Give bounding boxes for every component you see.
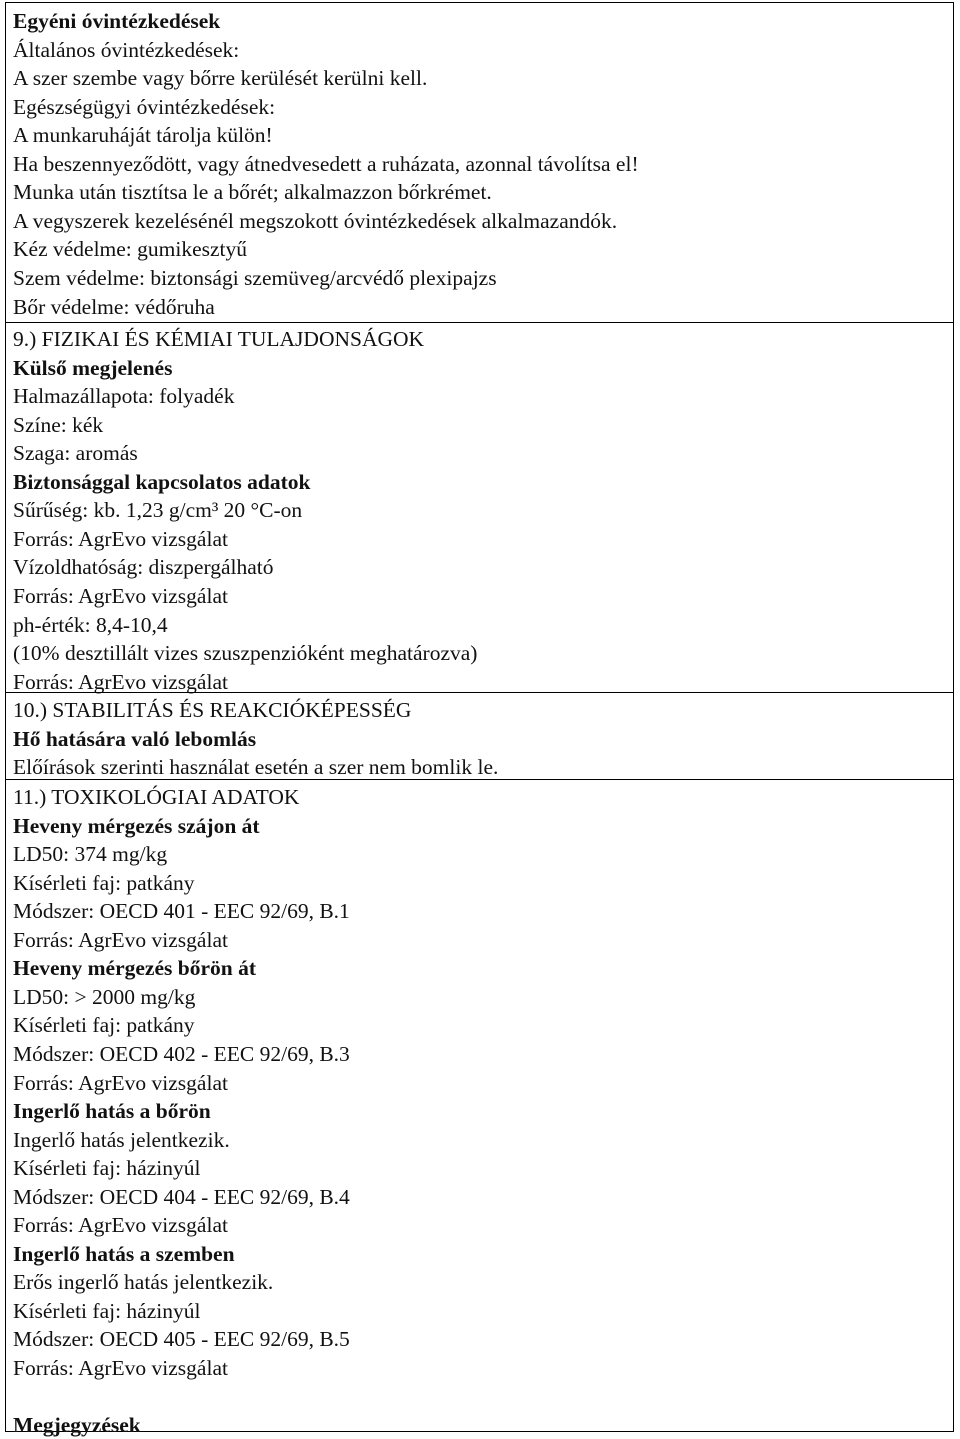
text-line: LD50: > 2000 mg/kg <box>13 984 196 1009</box>
text-line: Forrás: AgrEvo vizsgálat <box>13 1070 228 1095</box>
section-heading: Heveny mérgezés bőrön át <box>13 956 256 981</box>
text-line: Színe: kék <box>13 412 104 437</box>
section-heading: Megjegyzések <box>13 1413 141 1438</box>
text-line: A vegyszerek kezelésénél megszokott óvintézkedések alkalmazandók. <box>13 208 618 233</box>
text-line: LD50: 374 mg/kg <box>13 842 168 867</box>
text-line: Forrás: AgrEvo vizsgálat <box>13 526 228 551</box>
text-line: Vízoldhatóság: diszpergálható <box>13 555 274 580</box>
text-line: Szem védelme: biztonsági szemüveg/arcvédő plexipajzs <box>13 265 497 290</box>
text-line: Kísérleti faj: házinyúl <box>13 1298 201 1323</box>
text-line: Módszer: OECD 402 - EEC 92/69, B.3 <box>13 1041 350 1066</box>
text-line: 11.) TOXIKOLÓGIAI ADATOK <box>13 785 300 809</box>
section-heading: Ingerlő hatás a bőrön <box>13 1099 211 1124</box>
text-line: Módszer: OECD 404 - EEC 92/69, B.4 <box>13 1184 350 1209</box>
text-line: Munka után tisztítsa le a bőrét; alkalmazzon bőrkrémet. <box>13 180 492 205</box>
section-s9 <box>6 322 953 692</box>
text-line: Kéz védelme: gumikesztyű <box>13 237 248 262</box>
text-line: Forrás: AgrEvo vizsgálat <box>13 927 228 952</box>
text-line: Szaga: aromás <box>13 441 138 466</box>
section-heading: Ingerlő hatás a szemben <box>13 1241 235 1266</box>
text-line: Előírások szerinti használat esetén a szer nem bomlik le. <box>13 755 499 780</box>
text-line: (10% desztillált vizes szuszpenzióként meghatározva) <box>13 641 478 666</box>
text-line: Ha beszennyeződött, vagy átnedvesedett a ruházata, azonnal távolítsa el! <box>13 151 639 176</box>
text-line: Sűrűség: kb. 1,23 g/cm³ 20 °C-on <box>13 498 303 523</box>
section-s8 <box>6 3 953 322</box>
text-line: Forrás: AgrEvo vizsgálat <box>13 1213 228 1238</box>
text-line: Kísérleti faj: patkány <box>13 870 195 895</box>
text-line: Halmazállapota: folyadék <box>13 384 235 409</box>
section-heading: Biztonsággal kapcsolatos adatok <box>13 469 311 494</box>
text-line: Módszer: OECD 401 - EEC 92/69, B.1 <box>13 899 350 924</box>
text-line: 9.) FIZIKAI ÉS KÉMIAI TULAJDONSÁGOK <box>13 327 425 351</box>
text-line: Forrás: AgrEvo vizsgálat <box>13 669 228 694</box>
text-line: Forrás: AgrEvo vizsgálat <box>13 1356 228 1380</box>
text-line: Egészségügyi óvintézkedések: <box>13 94 276 119</box>
text-line: ph-érték: 8,4-10,4 <box>13 612 168 637</box>
text-line: Erős ingerlő hatás jelentkezik. <box>13 1270 274 1295</box>
section-s11 <box>6 779 953 1438</box>
section-heading: Heveny mérgezés szájon át <box>13 813 260 838</box>
section-s10 <box>6 692 953 779</box>
text-line: 10.) STABILITÁS ÉS REAKCIÓKÉPESSÉG <box>13 698 412 722</box>
text-line: A munkaruháját tárolja külön! <box>13 123 273 148</box>
section-heading: Hő hatására való lebomlás <box>13 726 257 751</box>
text-line: Bőr védelme: védőruha <box>13 294 215 319</box>
section-heading: Külső megjelenés <box>13 355 173 380</box>
text-line: A szer szembe vagy bőrre kerülését kerülni kell. <box>13 66 428 91</box>
section-heading: Egyéni óvintézkedések <box>13 9 221 33</box>
text-line: Kísérleti faj: házinyúl <box>13 1156 201 1181</box>
text-line: Ingerlő hatás jelentkezik. <box>13 1127 230 1152</box>
document-page <box>5 2 954 1438</box>
text-line: Módszer: OECD 405 - EEC 92/69, B.5 <box>13 1327 350 1352</box>
text-line: Kísérleti faj: patkány <box>13 1013 195 1038</box>
text-line: Forrás: AgrEvo vizsgálat <box>13 583 228 608</box>
text-line: Általános óvintézkedések: <box>13 37 240 62</box>
